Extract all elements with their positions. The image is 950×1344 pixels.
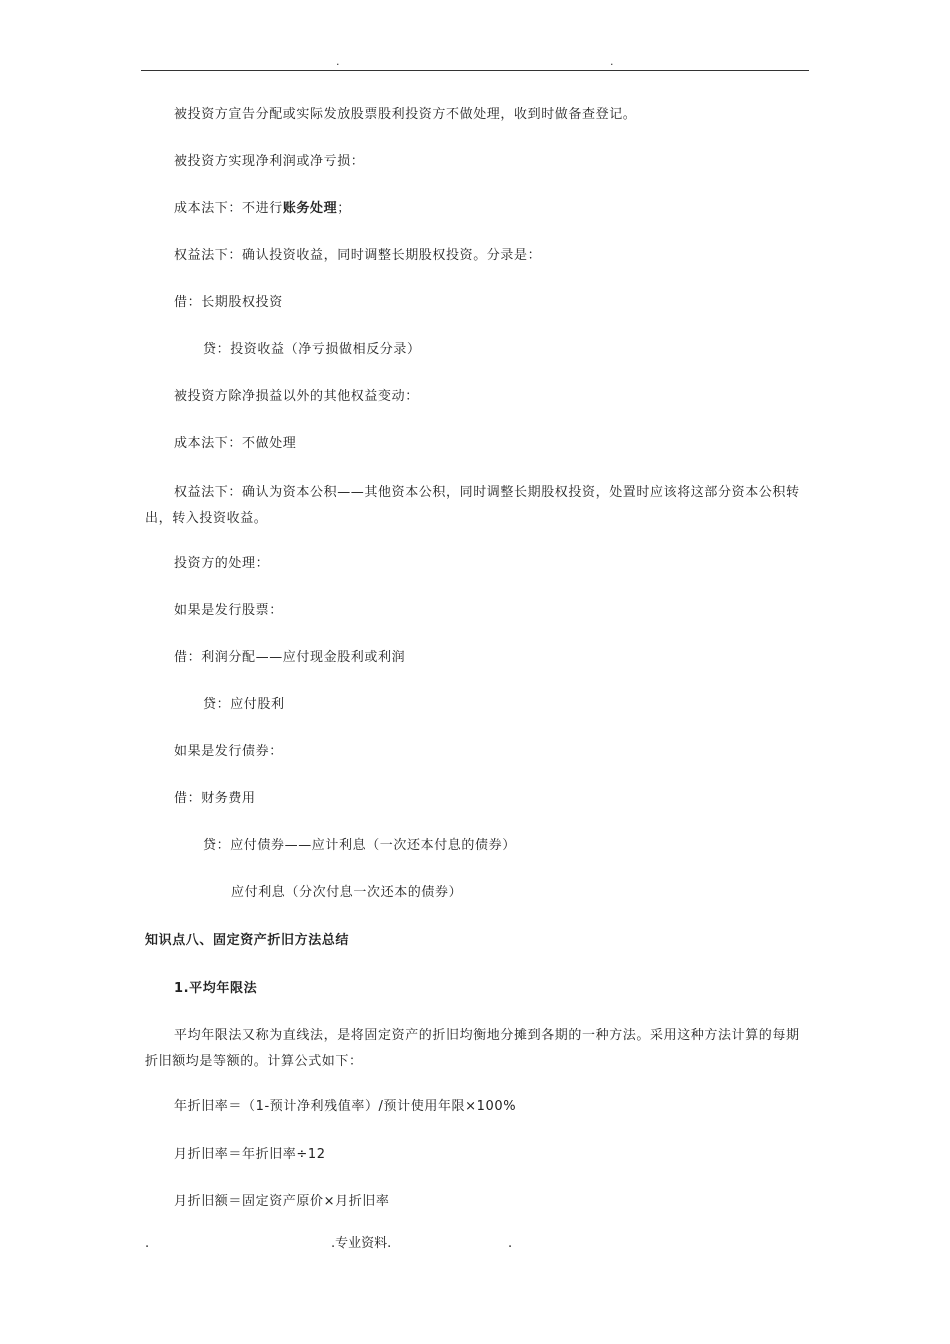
paragraph-net-profit: 被投资方实现净利润或净亏损： (174, 154, 365, 169)
cost-method-suffix: ； (337, 201, 351, 216)
header-dot-right: . (610, 55, 614, 68)
header-dot-left: . (336, 55, 340, 68)
footer-dot-left: . (145, 1236, 150, 1251)
paragraph-equity-method: 权益法下：确认投资收益，同时调整长期股权投资。分录是： (174, 248, 542, 263)
entry-credit-dividend-payable: 贷：应付股利 (203, 697, 285, 712)
paragraph-issue-bonds: 如果是发行债券： (174, 744, 283, 759)
entry-debit-profit-distribution: 借：利润分配——应付现金股利或利润 (174, 650, 406, 665)
paragraph-investor-treatment: 投资方的处理： (174, 556, 270, 571)
entry-credit-bonds-payable: 贷：应付债券——应计利息（一次还本付息的债券） (203, 838, 516, 853)
entry-debit-ltei: 借：长期股权投资 (174, 295, 283, 310)
paragraph-other-equity-change: 被投资方除净损益以外的其他权益变动： (174, 389, 419, 404)
cost-method-bold: 账务处理 (282, 201, 338, 216)
cost-method-prefix: 成本法下：不进行 (174, 201, 283, 216)
paragraph-stock-dividend: 被投资方宣告分配或实际发放股票股利投资方不做处理，收到时做备查登记。 (174, 107, 637, 122)
subsection-heading: 1.平均年限法 (174, 981, 258, 996)
paragraph-issue-stock: 如果是发行股票： (174, 603, 283, 618)
entry-debit-finance-cost: 借：财务费用 (174, 791, 256, 806)
paragraph-cost-method-no-action: 成本法下：不做处理 (174, 436, 297, 451)
footer-dot-right: . (508, 1236, 513, 1251)
header-rule (141, 70, 809, 71)
formula-monthly-rate: 月折旧率＝年折旧率÷12 (174, 1147, 326, 1162)
formula-monthly-amount: 月折旧额＝固定资产原价×月折旧率 (174, 1194, 390, 1209)
entry-credit-interest-payable: 应付利息（分次付息一次还本的债券） (231, 885, 463, 900)
entry-credit-investment-income: 贷：投资收益（净亏损做相反分录） (203, 342, 421, 357)
paragraph-equity-capital-reserve: 权益法下：确认为资本公积——其他资本公积，同时调整长期股权投资，处置时应该将这部分资本公积转出，转入投资收益。 (145, 485, 800, 526)
paragraph-cost-method (145, 196, 809, 222)
paragraph-straight-line: 平均年限法又称为直线法，是将固定资产的折旧均衡地分摊到各期的一种方法。采用这种方法计算的每期折旧额均是等额的。计算公式如下： (145, 1028, 800, 1069)
section-heading: 知识点八、固定资产折旧方法总结 (145, 933, 350, 948)
formula-annual-rate: 年折旧率＝（1-预计净利残值率）/预计使用年限×100% (174, 1099, 517, 1114)
footer-label: .专业资料. (331, 1236, 392, 1251)
